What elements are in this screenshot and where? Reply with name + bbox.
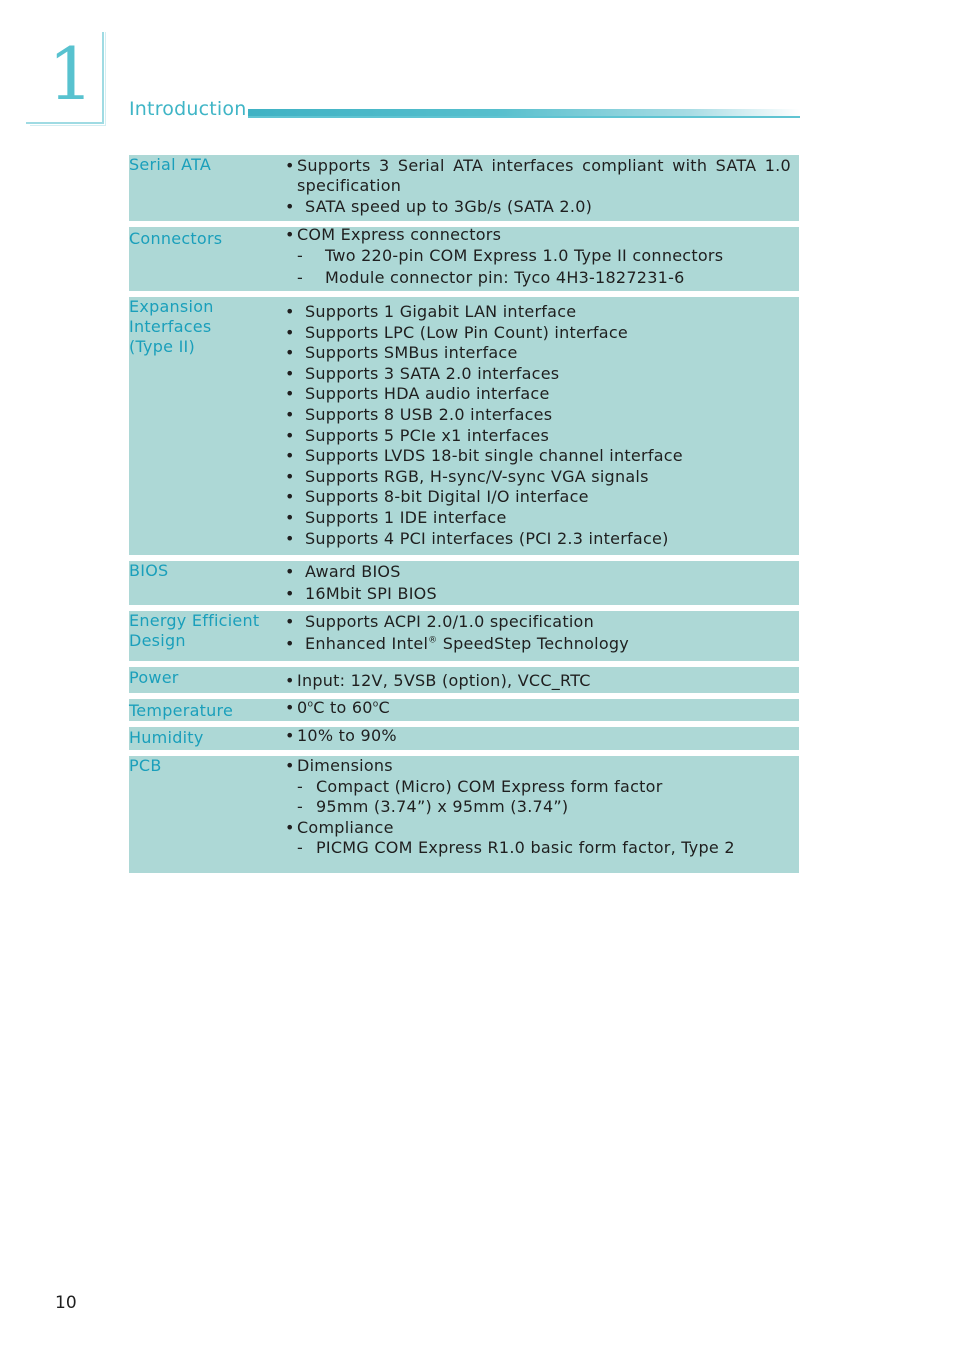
bullet-icon: • xyxy=(285,634,295,653)
list-item: • Supports 3 SATA 2.0 interfaces xyxy=(285,363,560,383)
degree-mark: o xyxy=(372,699,379,710)
list-item: • SATA speed up to 3Gb/s (SATA 2.0) xyxy=(285,197,593,216)
bullet-icon: • xyxy=(285,671,295,690)
spec-content xyxy=(285,224,799,291)
bullet-icon: • xyxy=(285,156,295,175)
bullet-icon: • xyxy=(285,404,295,424)
list-item: • Supports LPC (Low Pin Count) interface xyxy=(285,322,628,342)
list-item: • Supports LVDS 18-bit single channel interface xyxy=(285,446,683,466)
dash-icon: - xyxy=(297,268,304,287)
spec-label: Humidity xyxy=(129,728,204,747)
dash-icon: - xyxy=(297,797,304,817)
spec-row-connectors xyxy=(129,227,799,291)
spec-row-humidity xyxy=(129,727,799,750)
dash-icon: - xyxy=(297,776,304,796)
sub-list-item: - PICMG COM Express R1.0 basic form factor, Type 2 xyxy=(297,838,735,858)
bullet-icon: • xyxy=(285,817,295,837)
bullet-icon: • xyxy=(285,562,295,581)
list-item: • Supports RGB, H-sync/V-sync VGA signals xyxy=(285,466,649,486)
spec-row-bios xyxy=(129,561,799,605)
list-item: • Supports ACPI 2.0/1.0 specification xyxy=(285,612,594,631)
spec-label: Serial ATA xyxy=(129,155,212,174)
bullet-icon: • xyxy=(285,302,295,321)
spec-content xyxy=(285,561,799,605)
bullet-icon: • xyxy=(285,756,295,775)
list-item: • 16Mbit SPI BIOS xyxy=(285,584,437,603)
spec-content xyxy=(285,697,799,721)
bullet-icon: • xyxy=(285,363,295,383)
bullet-icon: • xyxy=(285,225,295,244)
spec-table xyxy=(129,155,799,879)
spec-row-power xyxy=(129,667,799,693)
dash-icon: - xyxy=(297,246,304,265)
dash-icon: - xyxy=(297,838,304,858)
chapter-divider-horizontal-shadow xyxy=(30,125,106,126)
spec-label: Power xyxy=(129,668,179,687)
spec-row-expansion-interfaces xyxy=(129,297,799,555)
chapter-divider-horizontal xyxy=(26,122,104,124)
list-item: • Supports 8-bit Digital I/O interface xyxy=(285,487,589,507)
sub-list-item: - Module connector pin: Tyco 4H3-1827231-6 xyxy=(297,268,685,287)
spec-row-energy-efficient-design xyxy=(129,611,799,661)
bullet-icon: • xyxy=(285,343,295,363)
spec-label: Connectors xyxy=(129,229,223,248)
sub-list-item: - Compact (Micro) COM Express form factor xyxy=(297,776,663,796)
spec-row-temperature xyxy=(129,699,799,721)
spec-label: Energy Efficient Design xyxy=(129,611,260,650)
spec-content xyxy=(285,297,799,555)
chapter-number: 1 xyxy=(48,32,94,116)
list-item: • Supports HDA audio interface xyxy=(285,384,550,404)
list-item: • Supports 1 Gigabit LAN interface xyxy=(285,302,577,321)
list-item: • Supports SMBus interface xyxy=(285,343,518,363)
chapter-divider-vertical-shadow xyxy=(105,32,106,126)
list-item: • Supports 1 IDE interface xyxy=(285,507,507,527)
list-item: • Supports 4 PCI interfaces (PCI 2.3 interface) xyxy=(285,528,669,548)
bullet-icon: • xyxy=(285,466,295,486)
page-number: 10 xyxy=(55,1293,77,1313)
list-item-continuation: specification xyxy=(297,176,402,195)
spec-label: BIOS xyxy=(129,561,169,580)
spec-label: Temperature xyxy=(129,701,234,720)
bullet-icon: • xyxy=(285,584,295,603)
list-item: • Supports 8 USB 2.0 interfaces xyxy=(285,404,553,424)
list-item: • Supports 3 Serial ATA interfaces compliant with SATA 1.0 xyxy=(285,156,791,175)
spec-content xyxy=(285,611,799,661)
list-item: • 10% to 90% xyxy=(285,726,397,745)
bullet-icon: • xyxy=(285,384,295,404)
sub-list-item: - 95mm (3.74”) x 95mm (3.74”) xyxy=(297,797,569,817)
list-item: • Input: 12V, 5VSB (option), VCC_RTC xyxy=(285,671,591,690)
bullet-icon: • xyxy=(285,507,295,527)
bullet-icon: • xyxy=(285,528,295,548)
bullet-icon: • xyxy=(285,726,295,745)
title-underline xyxy=(248,116,800,118)
registered-mark: ® xyxy=(428,635,438,646)
bullet-icon: • xyxy=(285,425,295,445)
sub-list-item: - Two 220-pin COM Express 1.0 Type II connectors xyxy=(297,246,724,265)
list-item: • COM Express connectors xyxy=(285,225,502,244)
spec-content xyxy=(285,667,799,693)
spec-content xyxy=(285,725,799,750)
bullet-icon: • xyxy=(285,698,295,717)
list-item: • Enhanced Intel® SpeedStep Technology xyxy=(285,634,630,653)
chapter-divider-vertical xyxy=(102,32,104,124)
spec-content xyxy=(285,155,799,221)
list-item: • 0$^o$C to 60$^o$C xyxy=(285,698,390,717)
bullet-icon: • xyxy=(285,197,295,216)
spec-row-pcb xyxy=(129,756,799,873)
bullet-icon: • xyxy=(285,446,295,466)
list-item: • Award BIOS xyxy=(285,562,401,581)
spec-label: Expansion Interfaces (Type II) xyxy=(129,297,214,356)
list-item: • Compliance xyxy=(285,817,394,837)
bullet-icon: • xyxy=(285,612,295,631)
spec-content xyxy=(285,756,799,873)
degree-mark: o xyxy=(307,699,314,710)
spec-label: PCB xyxy=(129,756,162,775)
bullet-icon: • xyxy=(285,487,295,507)
section-title: Introduction xyxy=(129,98,247,120)
bullet-icon: • xyxy=(285,322,295,342)
spec-row-serial-ata xyxy=(129,155,799,221)
list-item: • Dimensions xyxy=(285,756,393,775)
list-item: • Supports 5 PCIe x1 interfaces xyxy=(285,425,550,445)
